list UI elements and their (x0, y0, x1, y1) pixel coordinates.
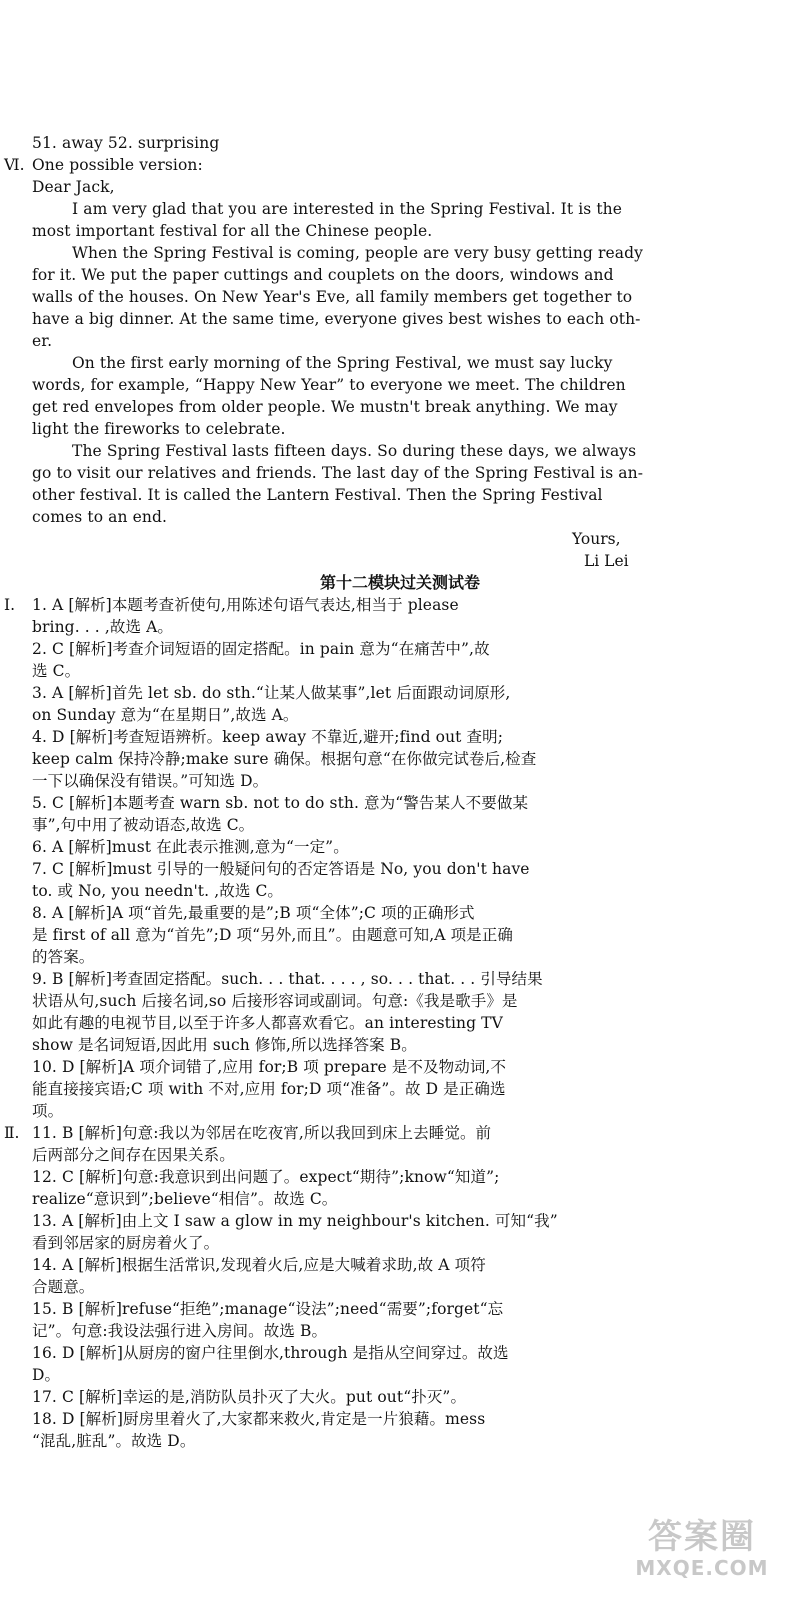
letter-line: On the first early morning of the Spring Festival, we must say lucky (72, 354, 613, 372)
letter-line: light the fireworks to celebrate. (32, 420, 286, 438)
letter-closing: Yours, (572, 530, 621, 548)
answer-line: 5. C [解析]本题考查 warn sb. not to do sth. 意为“警告某人不要做某 (32, 794, 529, 812)
answer-line: 能直接接宾语;C 项 with 不对,应用 for;D 项“准备”。故 D 是正确选 (32, 1080, 506, 1098)
answer-line: 6. A [解析]must 在此表示推测,意为“一定”。 (32, 838, 349, 856)
version-label: One possible version: (32, 156, 203, 174)
answer-line: 是 first of all 意为“首先”;D 项“另外,而且”。由题意可知,A 项是正确 (32, 926, 513, 944)
letter-line: get red envelopes from older people. We mustn't break anything. We may (32, 398, 618, 416)
letter-salutation: Dear Jack, (32, 178, 115, 196)
answer-line: 14. A [解析]根据生活常识,发现着火后,应是大喊着求助,故 A 项符 (32, 1256, 486, 1274)
answer-line: 8. A [解析]A 项“首先,最重要的是”;B 项“全体”;C 项的正确形式 (32, 904, 475, 922)
answer-line: 9. B [解析]考查固定搭配。such. . . that. . . . , so. . . that. . . 引导结果 (32, 970, 543, 988)
answer-line: 的答案。 (32, 948, 95, 966)
answer-line: on Sunday 意为“在星期日”,故选 A。 (32, 706, 299, 724)
letter-line: When the Spring Festival is coming, people are very busy getting ready (72, 244, 643, 262)
letter-line: words, for example, “Happy New Year” to everyone we meet. The children (32, 376, 626, 394)
section-mark-ii: Ⅱ. (4, 1124, 20, 1142)
letter-line: The Spring Festival lasts fifteen days. So during these days, we always (72, 442, 637, 460)
letter-line: I am very glad that you are interested in the Spring Festival. It is the (72, 200, 623, 218)
letter-line: have a big dinner. At the same time, everyone gives best wishes to each oth- (32, 310, 641, 328)
answer-line: 15. B [解析]refuse“拒绝”;manage“设法”;need“需要”;forget“忘 (32, 1300, 504, 1318)
answer-line: 状语从句,such 后接名词,so 后接形容词或副词。句意:《我是歌手》是 (32, 992, 518, 1010)
letter-line: comes to an end. (32, 508, 168, 526)
answer-line: to. 或 No, you needn't. ,故选 C。 (32, 882, 284, 900)
section-mark-i: Ⅰ. (4, 596, 16, 614)
answer-line: 选 C。 (32, 662, 81, 680)
answer-line: 11. B [解析]句意:我以为邻居在吃夜宵,所以我回到床上去睡觉。前 (32, 1124, 492, 1142)
answer-line: 1. A [解析]本题考查祈使句,用陈述句语气表达,相当于 please (32, 596, 459, 614)
letter-signature: Li Lei (584, 552, 629, 570)
letter-line: for it. We put the paper cuttings and couplets on the doors, windows and (32, 266, 614, 284)
watermark-top-text: 答案圈 (648, 1517, 756, 1557)
answer-line: 如此有趣的电视节目,以至于许多人都喜欢看它。an interesting TV (32, 1014, 503, 1032)
answer-line: 看到邻居家的厨房着火了。 (32, 1234, 220, 1252)
answer-line: 7. C [解析]must 引导的一般疑问句的否定答语是 No, you don't have (32, 860, 530, 878)
answer-line: 记”。句意:我设法强行进入房间。故选 B。 (32, 1322, 328, 1340)
letter-line: most important festival for all the Chinese people. (32, 222, 433, 240)
answer-line: 合题意。 (32, 1278, 95, 1296)
answer-line: 12. C [解析]句意:我意识到出问题了。expect“期待”;know“知道”; (32, 1168, 500, 1186)
letter-line: other festival. It is called the Lantern Festival. Then the Spring Festival (32, 486, 603, 504)
letter-line: go to visit our relatives and friends. The last day of the Spring Festival is an- (32, 464, 644, 482)
answer-line: “混乱,脏乱”。故选 D。 (32, 1432, 196, 1450)
answer-line: 一下以确保没有错误。”可知选 D。 (32, 772, 269, 790)
answer-line: realize“意识到”;believe“相信”。故选 C。 (32, 1190, 338, 1208)
answer-line: 2. C [解析]考查介词短语的固定搭配。in pain 意为“在痛苦中”,故 (32, 640, 490, 658)
answer-line: bring. . . ,故选 A。 (32, 618, 174, 636)
answer-line: keep calm 保持冷静;make sure 确保。根据句意“在你做完试卷后,检查 (32, 750, 537, 768)
answer-line: 后两部分之间存在因果关系。 (32, 1146, 235, 1164)
letter-line: walls of the houses. On New Year's Eve, all family members get together to (32, 288, 633, 306)
watermark-url: MXQE.COM (635, 1556, 769, 1580)
letter-line: er. (32, 332, 53, 350)
section-title: 第十二模块过关测试卷 (319, 573, 480, 592)
section-mark-vi: Ⅵ. (4, 156, 25, 174)
answer-line: 10. D [解析]A 项介词错了,应用 for;B 项 prepare 是不及物动词,不 (32, 1058, 507, 1076)
answer-line: show 是名词短语,因此用 such 修饰,所以选择答案 B。 (32, 1036, 417, 1054)
answer-line: 17. C [解析]幸运的是,消防队员扑灭了大火。put out“扑灭”。 (32, 1388, 467, 1406)
answer-line: D。 (32, 1366, 61, 1384)
answers-51-52: 51. away 52. surprising (32, 134, 220, 152)
answer-line: 4. D [解析]考查短语辨析。keep away 不靠近,避开;find out 查明; (32, 728, 504, 746)
watermark-logo (622, 1518, 782, 1588)
answer-line: 18. D [解析]厨房里着火了,大家都来救火,肯定是一片狼藉。mess (32, 1410, 486, 1428)
answer-line: 事”,句中用了被动语态,故选 C。 (32, 816, 255, 834)
answer-line: 3. A [解析]首先 let sb. do sth.“让某人做某事”,let 后面跟动词原形, (32, 684, 511, 702)
answer-line: 13. A [解析]由上文 I saw a glow in my neighbour's kitchen. 可知“我” (32, 1212, 558, 1230)
answer-line: 项。 (32, 1102, 64, 1120)
answer-line: 16. D [解析]从厨房的窗户往里倒水,through 是指从空间穿过。故选 (32, 1344, 509, 1362)
